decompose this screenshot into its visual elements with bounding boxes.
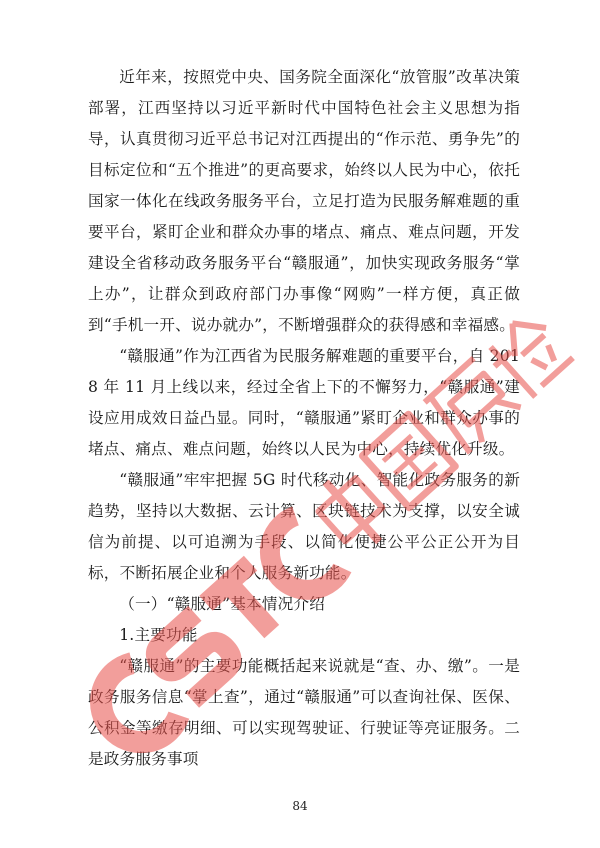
document-body [88,62,520,775]
page-number: 84 [292,799,308,813]
paragraph-ganfutong-5g: “赣服通”牢牢把握 5G 时代移动化、智能化政务服务的新趋势，坚持以大数据、云计算、区块链技术为支撑，以安全诚信为前提、以可追溯为手段、以简化便捷公平公正公开为目标，不断拓展企业和个人服务新功能。 [88,471,520,582]
subsection-heading: 1.主要功能 [119,626,198,644]
paragraph-ganfutong-launch: “赣服通”作为江西省为民服务解难题的重要平台，自 2018 年 11 月上线以来，经过全省上下的不懈努力，“赣服通”建设应用成效日益凸显。同时，“赣服通”紧盯企业和群众办事的堵点、痛点、难点问题，始终以人民为中心，持续优化升级。 [88,347,520,458]
paragraph-main-functions: “赣服通”的主要功能概括起来说就是“查、办、缴”。一是政务服务信息“掌上查”，通过“赣服通”可以查询社保、医保、公积金等缴存明细、可以实现驾驶证、行驶证等亮证服务。二是政务服务事项 [88,657,520,768]
paragraph-intro: 近年来，按照党中央、国务院全面深化“放管服”改革决策部署，江西坚持以习近平新时代中国特色社会主义思想为指导，认真贯彻习近平总书记对江西提出的“作示范、勇争先”的目标定位和“五个推进”的更高要求，始终以人民为中心，依托国家一体化在线政务服务平台，立足打造为民服务解难题的重要平台，紧盯企业和群众办事的堵点、痛点、难点问题，开发建设全省移动政务服务平台“赣服通”，加快实现政务服务“掌上办”，让群众到政府部门办事像“网购”一样方便，真正做到“手机一开、说办就办”，不断增强群众的获得感和幸福感。 [88,68,520,334]
section-heading: （一）“赣服通”基本情况介绍 [119,595,326,613]
